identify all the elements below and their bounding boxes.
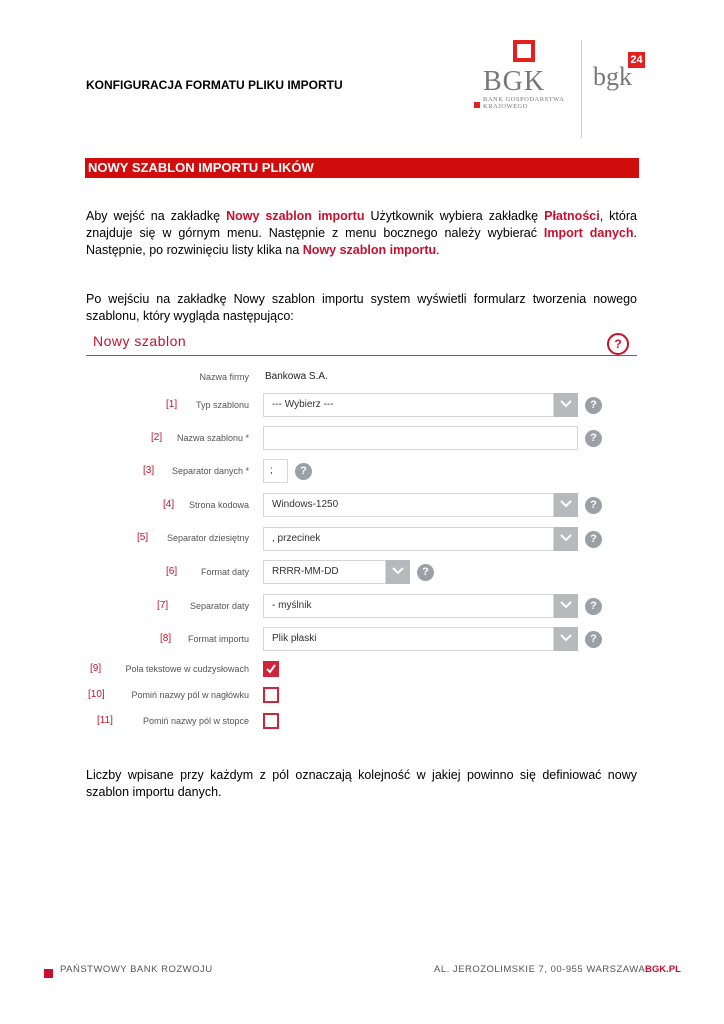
logo-text: BGK bbox=[483, 66, 546, 97]
date-format-select[interactable]: RRRR-MM-DD bbox=[263, 560, 386, 584]
bgk-logo bbox=[473, 40, 573, 110]
para1-text-5: . bbox=[436, 243, 440, 257]
import-format-select[interactable]: Plik płaski bbox=[263, 627, 554, 651]
chevron-down-icon bbox=[560, 400, 572, 408]
checkmark-icon bbox=[265, 663, 277, 675]
logo-red-dot bbox=[474, 102, 480, 108]
question-icon[interactable]: ? bbox=[417, 564, 434, 581]
row-number-9: [9] bbox=[90, 663, 102, 674]
para1-text-2: Użytkownik wybiera zakładkę bbox=[364, 209, 545, 223]
logo-24-badge: 24 bbox=[628, 52, 645, 68]
footer-website-link[interactable]: BGK.PL bbox=[645, 964, 681, 975]
form-title: Nowy szablon bbox=[93, 333, 187, 349]
skip-footer-names-label: Pomiń nazwy pól w stopce bbox=[142, 716, 249, 726]
ordering-note-paragraph: Liczby wpisane przy każdym z pól oznaczają kolejność w jakiej powinno się definiować nowy szablon importu danych. bbox=[86, 768, 637, 799]
question-icon[interactable]: ? bbox=[585, 397, 602, 414]
chevron-down-icon bbox=[392, 567, 404, 575]
row-number-10: [10] bbox=[88, 689, 105, 700]
skip-header-names-label: Pomiń nazwy pól w nagłówku bbox=[131, 690, 249, 700]
date-separator-dropdown-button[interactable] bbox=[554, 594, 578, 618]
footer-left-text: PAŃSTWOWY BANK ROZWOJU bbox=[60, 964, 213, 975]
chevron-down-icon bbox=[560, 500, 572, 508]
question-icon[interactable]: ? bbox=[585, 531, 602, 548]
para1-text-1: Aby wejść na zakładkę bbox=[86, 209, 227, 223]
help-icon[interactable]: ? bbox=[607, 333, 629, 355]
row-number-6: [6] bbox=[166, 566, 178, 577]
para1-text-3: , która znajduje się w górnym menu. Następnie z menu bocznego należy wybierać bbox=[86, 209, 637, 240]
row-number-8: [8] bbox=[160, 633, 172, 644]
row-number-1: [1] bbox=[166, 399, 178, 410]
question-icon[interactable]: ? bbox=[585, 598, 602, 615]
document-header-title: KONFIGURACJA FORMATU PLIKU IMPORTU bbox=[86, 78, 343, 92]
row-number-3: [3] bbox=[143, 465, 155, 476]
template-type-dropdown-button[interactable] bbox=[554, 393, 578, 417]
question-icon[interactable]: ? bbox=[585, 497, 602, 514]
date-format-label: Format daty bbox=[200, 567, 249, 577]
logo-subtext: BANK GOSPODARSTWA KRAJOWEGO bbox=[483, 96, 564, 110]
data-separator-label: Separator danych * bbox=[171, 466, 249, 476]
company-name-value: Bankowa S.A. bbox=[265, 371, 328, 382]
form-intro-paragraph: Po wejściu na zakładkę Nowy szablon importu system wyświetli formularz tworzenia nowego szablonu, który wygląda następująco: bbox=[86, 292, 637, 323]
code-page-select[interactable]: Windows-1250 bbox=[263, 493, 554, 517]
template-type-select[interactable]: --- Wybierz --- bbox=[263, 393, 554, 417]
import-format-dropdown-button[interactable] bbox=[554, 627, 578, 651]
logo-divider bbox=[581, 40, 582, 138]
para1-highlight-3: Import danych bbox=[543, 226, 634, 240]
date-separator-label: Separator daty bbox=[189, 601, 249, 611]
row-number-11: [11] bbox=[97, 715, 113, 726]
decimal-separator-select[interactable]: , przecinek bbox=[263, 527, 554, 551]
row-number-4: [4] bbox=[163, 499, 175, 510]
chevron-down-icon bbox=[560, 634, 572, 642]
decimal-separator-dropdown-button[interactable] bbox=[554, 527, 578, 551]
bgk24-logo-text: bgk bbox=[593, 62, 632, 91]
quoted-text-fields-checkbox[interactable] bbox=[263, 661, 279, 677]
para1-highlight-1: Nowy szablon importu bbox=[226, 209, 365, 223]
para1-text-4: . Następnie, po rozwinięciu listy klika na bbox=[86, 226, 638, 257]
code-page-label: Strona kodowa bbox=[188, 500, 249, 510]
row-number-5: [5] bbox=[137, 532, 149, 543]
data-separator-input[interactable]: ; bbox=[263, 459, 288, 483]
logo-red-square bbox=[513, 40, 535, 62]
row-number-7: [7] bbox=[157, 600, 169, 611]
question-icon[interactable]: ? bbox=[295, 463, 312, 480]
section-title-bar: NOWY SZABLON IMPORTU PLIKÓW bbox=[85, 158, 639, 178]
para1-highlight-4: Nowy szablon importu bbox=[302, 243, 437, 257]
chevron-down-icon bbox=[560, 534, 572, 542]
question-icon[interactable]: ? bbox=[585, 631, 602, 648]
quoted-text-fields-label: Pola tekstowe w cudzysłowach bbox=[125, 664, 249, 674]
footer-red-square bbox=[44, 969, 53, 978]
para1-highlight-2: Płatności bbox=[544, 209, 600, 223]
row-number-2: [2] bbox=[151, 432, 163, 443]
date-format-dropdown-button[interactable] bbox=[386, 560, 410, 584]
decimal-separator-label: Separator dziesiętny bbox=[166, 533, 249, 543]
skip-header-names-checkbox[interactable] bbox=[263, 687, 279, 703]
skip-footer-names-checkbox[interactable] bbox=[263, 713, 279, 729]
code-page-dropdown-button[interactable] bbox=[554, 493, 578, 517]
intro-paragraph bbox=[86, 208, 637, 259]
date-separator-select[interactable]: - myślnik bbox=[263, 594, 554, 618]
chevron-down-icon bbox=[560, 601, 572, 609]
question-icon[interactable]: ? bbox=[585, 430, 602, 447]
company-name-label: Nazwa firmy bbox=[199, 372, 249, 382]
template-name-input[interactable] bbox=[263, 426, 578, 450]
form-title-divider bbox=[86, 355, 637, 356]
import-format-label: Format importu bbox=[187, 634, 249, 644]
footer-address: AL. JEROZOLIMSKIE 7, 00-955 WARSZAWA bbox=[434, 964, 646, 975]
template-type-label: Typ szablonu bbox=[195, 400, 249, 410]
template-name-label: Nazwa szablonu * bbox=[176, 433, 249, 443]
